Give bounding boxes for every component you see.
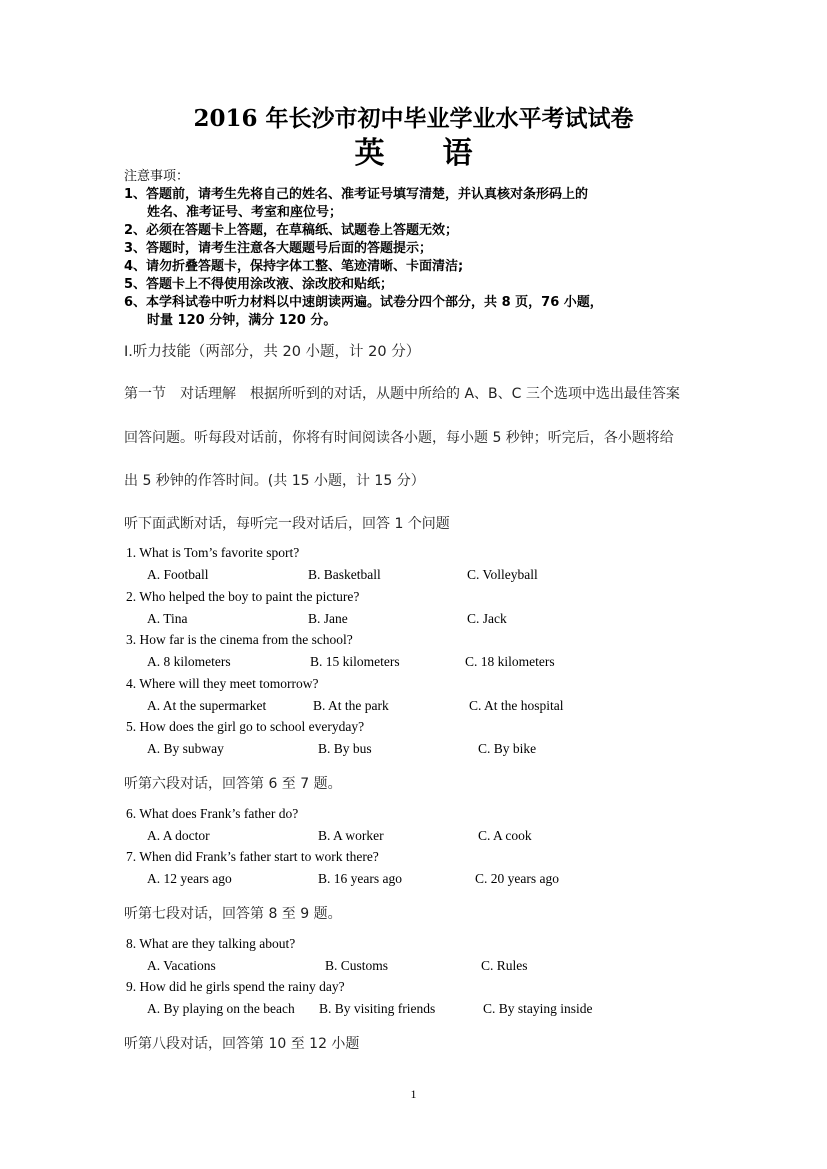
question: 9. How did he girls spend the rainy day? (126, 979, 345, 994)
option-c: C. 20 years ago (475, 871, 559, 886)
option-b: B. Basketball (308, 567, 381, 582)
note-line: 姓名、准考证号、考室和座位号； (147, 205, 343, 220)
question: 5. How does the girl go to school everyday? (126, 719, 365, 734)
option-b: B. Jane (308, 611, 348, 626)
option-c: C. Rules (481, 958, 528, 973)
option-c: C. At the hospital (469, 698, 564, 713)
section-text: 出 5 秒钟的作答时间。(共 15 小题，计 15 分） (124, 473, 425, 489)
option-a: A. At the supermarket (147, 698, 267, 713)
instruction: 听第八段对话，回答第 10 至 12 小题 (124, 1036, 360, 1052)
question: 3. How far is the cinema from the school? (126, 632, 353, 647)
option-a: A. Football (147, 567, 209, 582)
option-b: B. A worker (318, 828, 384, 843)
option-a: A. A doctor (147, 828, 210, 843)
note-line: 1、答题前，请考生先将自己的姓名、准考证号填写清楚，并认真核对条形码上的 (124, 187, 589, 202)
section-text: 回答问题。听每段对话前，你将有时间阅读各小题，每小题 5 秒钟；听完后，各小题将给 (124, 430, 674, 446)
subject-char-1: 英 (354, 136, 385, 171)
note-line: 3、答题时，请考生注意各大题题号后面的答题提示； (124, 241, 433, 256)
exam-title: 2016 年长沙市初中毕业学业水平考试试卷 (193, 105, 634, 132)
option-b: B. By bus (318, 741, 372, 756)
part-heading: Ⅰ.听力技能（两部分，共 20 小题，计 20 分） (124, 344, 421, 360)
note-line: 5、答题卡上不得使用涂改液、涂改胶和贴纸； (124, 277, 394, 292)
question: 2. Who helped the boy to paint the picture? (126, 589, 360, 604)
question: 7. When did Frank’s father start to work there? (126, 849, 379, 864)
instruction: 听下面武断对话，每听完一段对话后，回答 1 个问题 (124, 516, 450, 532)
option-a: A. 12 years ago (147, 871, 232, 886)
question: 4. Where will they meet tomorrow? (126, 676, 319, 691)
notes-heading: 注意事项： (124, 169, 190, 184)
option-a: A. By playing on the beach (147, 1001, 295, 1016)
note-line: 6、本学科试卷中听力材料以中速朗读两遍。试卷分四个部分，共 8 页，76 小题， (124, 295, 603, 310)
option-c: C. 18 kilometers (465, 654, 555, 669)
option-b: B. At the park (313, 698, 389, 713)
instruction: 听第六段对话，回答第 6 至 7 题。 (124, 776, 342, 792)
option-b: B. 15 kilometers (310, 654, 400, 669)
option-a: A. By subway (147, 741, 224, 756)
note-line: 时量 120 分钟，满分 120 分。 (147, 313, 337, 328)
option-c: C. Jack (467, 611, 507, 626)
option-c: C. A cook (478, 828, 532, 843)
option-b: B. 16 years ago (318, 871, 402, 886)
option-a: A. 8 kilometers (147, 654, 231, 669)
subject-char-2: 语 (442, 136, 473, 171)
option-b: B. Customs (325, 958, 389, 973)
note-line: 2、必须在答题卡上答题，在草稿纸、试题卷上答题无效； (124, 223, 459, 238)
question: 1. What is Tom’s favorite sport? (126, 545, 300, 560)
option-a: A. Tina (147, 611, 188, 626)
page-number: 1 (410, 1087, 417, 1101)
option-b: B. By visiting friends (319, 1001, 436, 1016)
instruction: 听第七段对话，回答第 8 至 9 题。 (124, 906, 342, 922)
note-line: 4、请勿折叠答题卡，保持字体工整、笔迹清晰、卡面清洁; (124, 259, 464, 274)
question: 6. What does Frank’s father do? (126, 806, 299, 821)
option-c: C. By staying inside (483, 1001, 593, 1016)
option-c: C. Volleyball (467, 567, 538, 582)
question: 8. What are they talking about? (126, 936, 296, 951)
section-text: 第一节 对话理解 根据所听到的对话，从题中所给的 A、B、C 三个选项中选出最佳答案 (124, 386, 680, 402)
option-a: A. Vacations (147, 958, 216, 973)
option-c: C. By bike (478, 741, 537, 756)
